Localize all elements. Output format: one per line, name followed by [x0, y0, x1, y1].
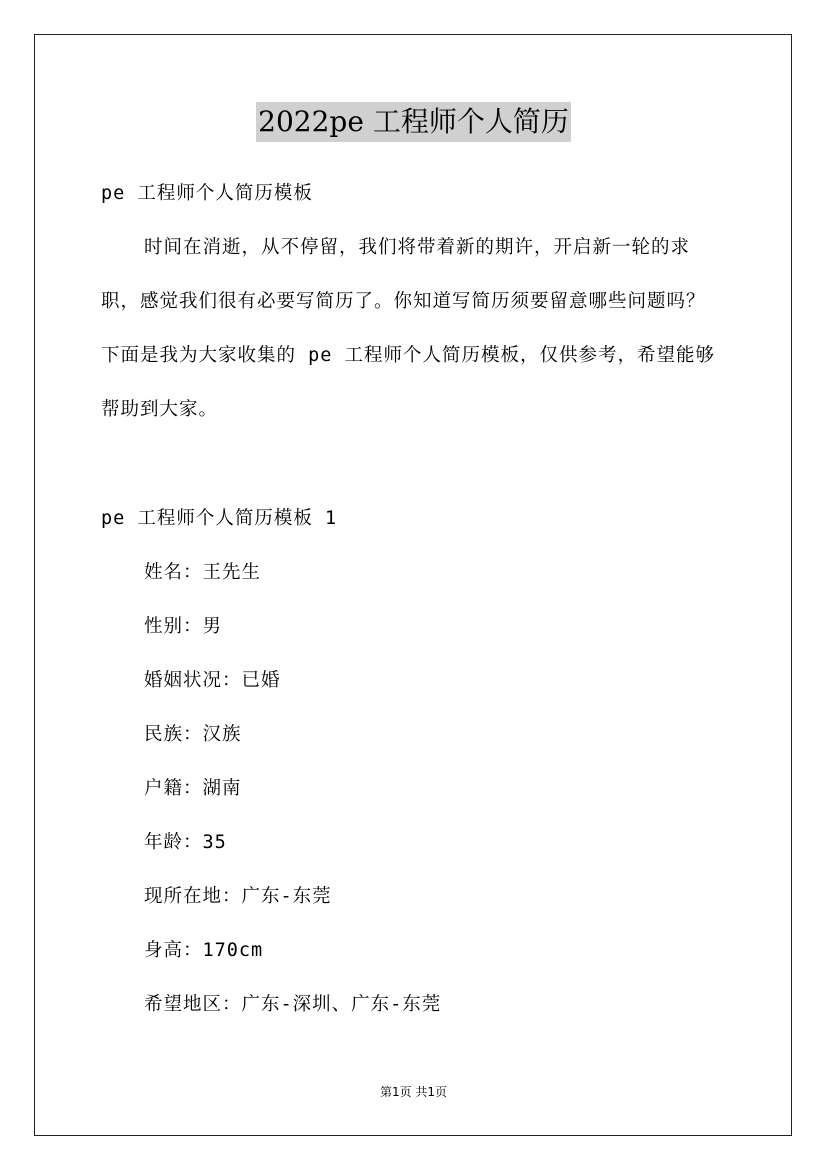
- field-name: 姓名：王先生: [144, 562, 262, 583]
- field-household: 户籍：湖南: [144, 778, 242, 799]
- intro-line: 时间在消逝，从不停留，我们将带着新的期许，开启新一轮的求: [144, 237, 691, 258]
- field-current-location: 现所在地：广东-东莞: [144, 886, 332, 907]
- intro-heading: pe 工程师个人简历模板: [101, 183, 313, 204]
- intro-line: 下面是我为大家收集的 pe 工程师个人简历模板，仅供参考，希望能够: [101, 345, 716, 366]
- field-desired-region: 希望地区：广东-深圳、广东-东莞: [144, 994, 442, 1015]
- field-marital-status: 婚姻状况：已婚: [144, 670, 281, 691]
- section-heading: pe 工程师个人简历模板 1: [101, 508, 338, 529]
- field-height: 身高：170cm: [144, 940, 264, 961]
- field-ethnicity: 民族：汉族: [144, 724, 242, 745]
- page-footer: 第1页 共1页: [379, 1085, 448, 1099]
- title-container: [0, 102, 827, 142]
- document-title: 2022pe 工程师个人简历: [256, 102, 571, 142]
- intro-line: 帮助到大家。: [101, 399, 219, 420]
- field-age: 年龄：35: [144, 832, 227, 853]
- field-gender: 性别：男: [144, 616, 223, 637]
- intro-line: 职，感觉我们很有必要写简历了。你知道写简历须要留意哪些问题吗？: [101, 291, 706, 312]
